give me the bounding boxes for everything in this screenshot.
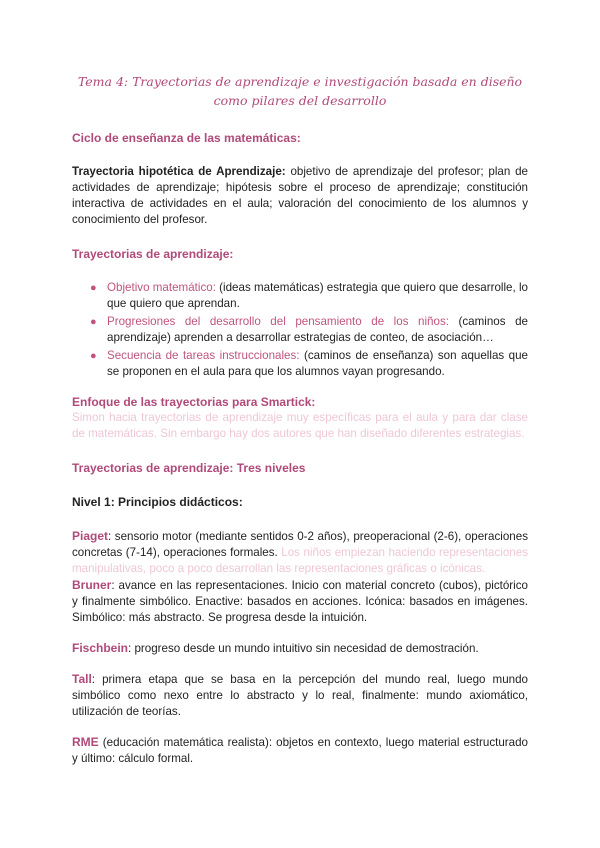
enfoque-heading: Enfoque de las trayectorias para Smartick:	[72, 395, 316, 409]
ciclo-heading: Ciclo de enseñanza de las matemáticas:	[72, 131, 301, 145]
trayectoria-hipotetica-paragraph	[72, 164, 528, 228]
list-item-text: (caminos de aprendizaje) aprenden a desarrollar estrategias de conteo, de asociación…	[107, 315, 528, 344]
rme-name: RME	[72, 735, 99, 749]
piaget-faint-text: Los niños empiezan haciendo representaciones manipulativas, poco a poco desarrollan las representaciones gráficas o icónicas.	[72, 546, 528, 575]
bruner-text: : avance en las representaciones. Inicio con material concreto (cubos), pictórico y finalmente simbólico. Enactive: basados en acciones. Icónica: basados en imágenes. Simbólico: más abstracto. Se progresa desde la intuición.	[72, 579, 528, 624]
rme-paragraph	[72, 734, 528, 767]
fischbein-name: Fischbein	[72, 641, 129, 655]
fischbein-text: : progreso desde un mundo intuitivo sin necesidad de demostración.	[128, 642, 479, 655]
list-item-text: (caminos de enseñanza) son aquellas que se proponen en el aula para que los alumnos vayan progresando.	[107, 349, 528, 378]
tres-niveles-heading: Trayectorias de aprendizaje: Tres niveles	[72, 461, 306, 475]
list-item	[90, 280, 528, 312]
list-item	[90, 348, 528, 380]
bruner-name: Bruner	[72, 578, 112, 592]
list-item	[90, 314, 528, 346]
nivel1-heading: Nivel 1: Principios didácticos:	[72, 495, 243, 509]
enfoque-paragraph: Simon hacia trayectorias de aprendizaje muy específicas para el aula y para dar clase de matemáticas. Sin embargo hay dos autores que han diseñado diferentes estrategias.	[72, 411, 528, 440]
tall-name: Tall	[72, 672, 92, 686]
rme-text: (educación matemática realista): objetos en contexto, luego material estructurado y último: cálculo formal.	[72, 736, 528, 765]
tall-paragraph	[72, 671, 528, 720]
list-item-term: Progresiones del desarrollo del pensamiento de los niños:	[107, 315, 449, 328]
bullet-icon: ●	[90, 282, 97, 294]
tall-text: : primera etapa que se basa en la percepción del mundo real, luego mundo simbólico como nexo entre lo abstracto y lo real, finalmente: mundo axiomático, utilización de teorías.	[72, 673, 528, 718]
bruner-paragraph	[72, 577, 528, 626]
trayectorias-list	[72, 280, 528, 380]
trayectoria-hipotetica-label: Trayectoria hipotética de Aprendizaje:	[72, 165, 286, 178]
trayectoria-hipotetica-text: objetivo de aprendizaje del profesor; plan de actividades de aprendizaje; hipótesis sobre el proceso de aprendizaje; constitución interactiva de actividades en el aula; valoración del conocimiento de los alumnos y conocimiento del profesor.	[72, 165, 528, 226]
piaget-text: : sensorio motor (mediante sentidos 0-2 años), preoperacional (2-6), operaciones concretas (7-14), operaciones formales.	[72, 530, 528, 559]
list-item-text: (ideas matemáticas) estrategia que quiero que desarrolle, lo que quiero que aprendan.	[107, 281, 528, 310]
bullet-icon: ●	[90, 316, 97, 328]
fischbein-paragraph	[72, 640, 528, 657]
bullet-icon: ●	[90, 350, 97, 362]
piaget-paragraph	[72, 528, 528, 577]
list-item-term: Objetivo matemático:	[107, 281, 216, 294]
list-item-term: Secuencia de tareas instruccionales:	[107, 349, 300, 362]
page-title: Tema 4: Trayectorias de aprendizaje e investigación basada en diseño como pilares del desarrollo	[77, 74, 523, 108]
piaget-name: Piaget	[72, 529, 109, 543]
trayectorias-heading: Trayectorias de aprendizaje:	[72, 247, 234, 261]
